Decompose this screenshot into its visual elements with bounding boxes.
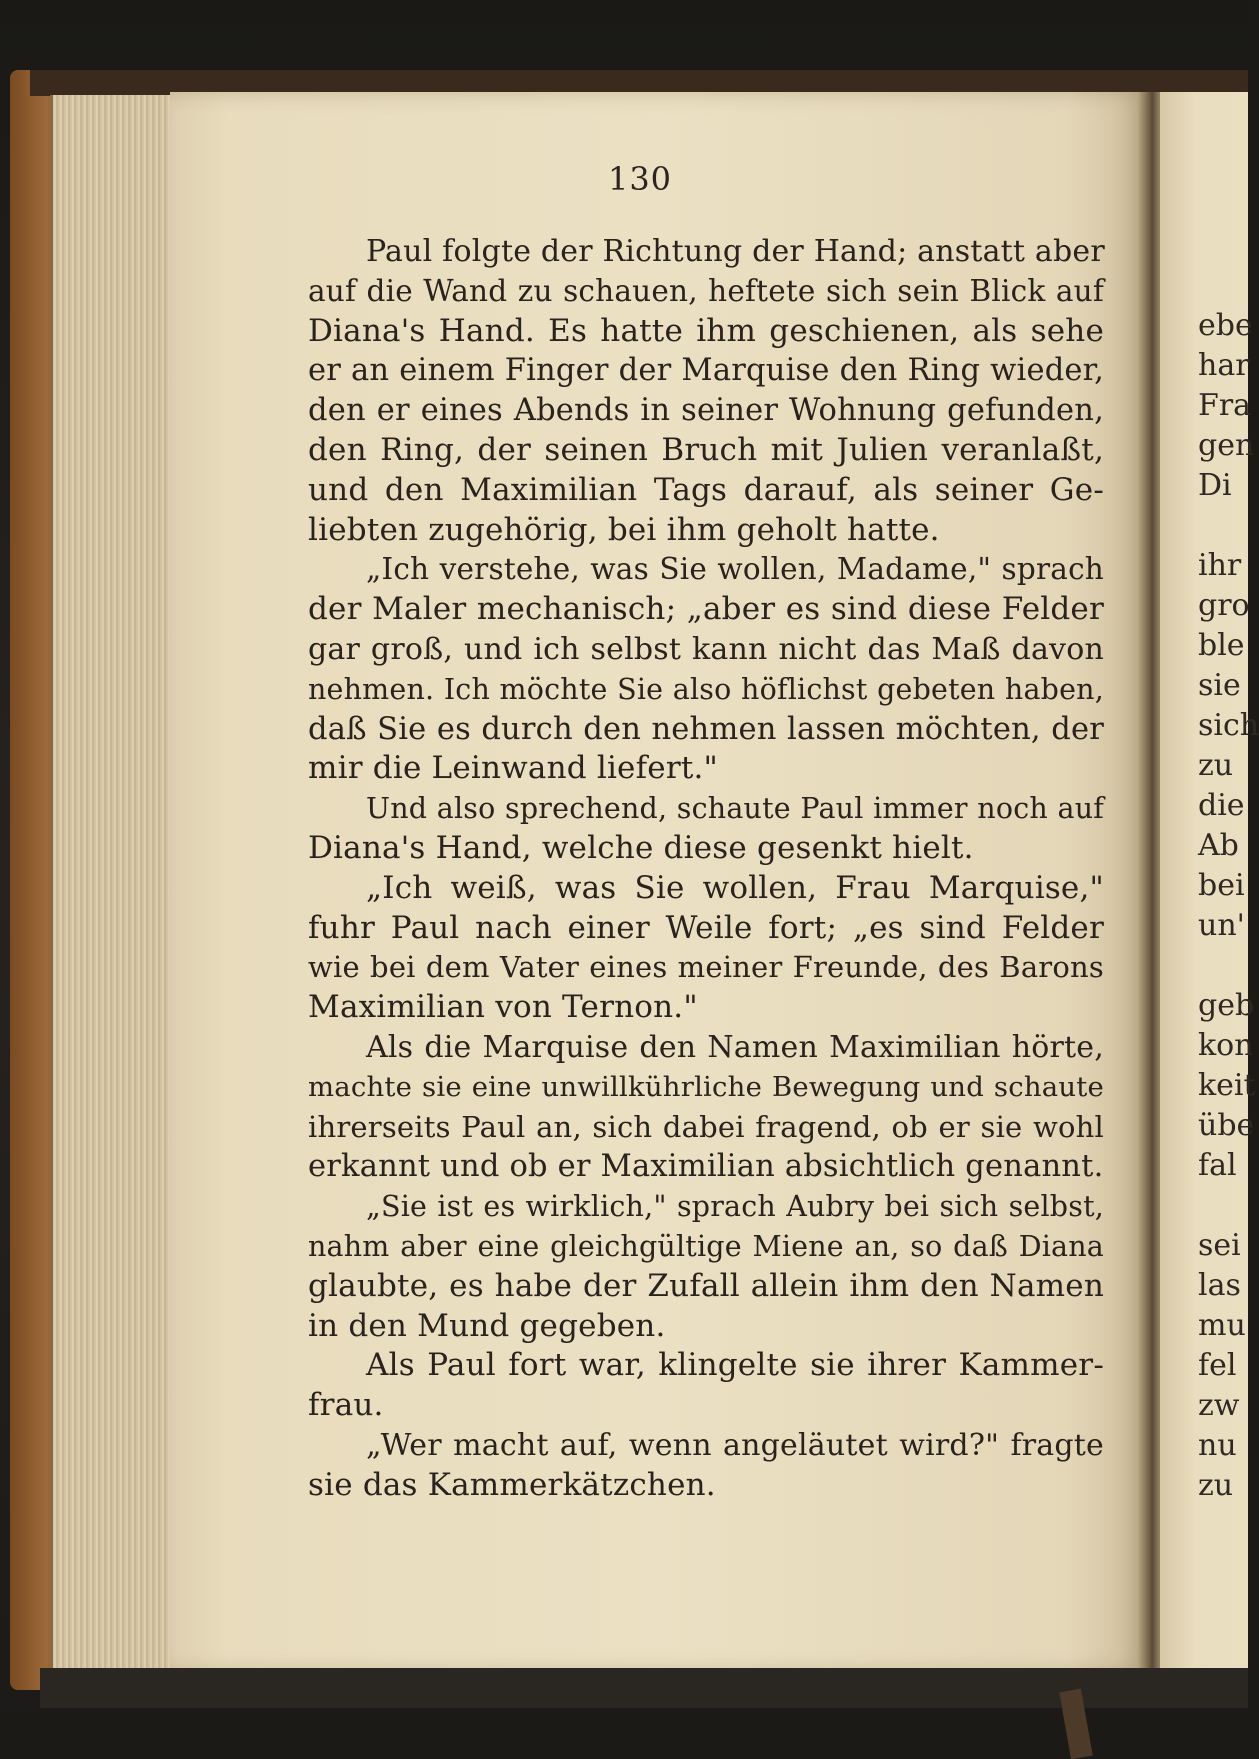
text-line: Als die Marquise den Namen Maximilian hörte, [366, 1029, 1104, 1065]
text-line: Diana's Hand, welche diese gesenkt hielt. [308, 829, 974, 866]
paragraph [308, 1426, 1104, 1506]
text-line: der Maler mechanisch; „aber es sind diese Felder [308, 591, 1104, 628]
paragraph [308, 1028, 1104, 1187]
right-page-fragment: bei [1198, 868, 1245, 903]
right-page-fragment: zw [1198, 1388, 1240, 1423]
right-page-fragment: fel [1198, 1348, 1237, 1383]
text-line: mir die Leinwand liefert." [308, 750, 719, 787]
text-line: in den Mund gegeben. [308, 1307, 666, 1344]
right-page-fragment: las [1198, 1268, 1241, 1303]
text-line: erkannt und ob er Maximilian absichtlich genannt. [308, 1149, 1104, 1185]
paragraph [308, 869, 1104, 1028]
right-page-fragment [1198, 946, 1248, 986]
right-page-fragment: übe [1198, 1108, 1255, 1143]
right-page-fragment: ble [1198, 628, 1245, 663]
right-page-fragment: ihr [1198, 548, 1242, 583]
text-line: den er eines Abends in seiner Wohnung gefunden, [308, 393, 1104, 429]
right-page-fragment: Ab [1198, 828, 1239, 863]
right-page-fragment: Fra [1198, 388, 1252, 423]
text-line: nehmen. Ich möchte Sie also höflichst gebeten haben, [308, 672, 1104, 706]
right-page-fragment: gro [1198, 588, 1250, 623]
text-line: und den Maximilian Tags darauf, als seiner Ge- [308, 471, 1104, 508]
right-page-fragment: sei [1198, 1228, 1241, 1263]
right-page-fragment [1198, 1186, 1248, 1226]
right-page-fragment: gen [1198, 428, 1255, 463]
right-page-fragment: ebe [1198, 308, 1253, 343]
right-page-fragment: geb [1198, 988, 1255, 1023]
page-body-text [308, 232, 1104, 1506]
text-line: glaubte, es habe der Zufall allein ihm den Namen [308, 1267, 1104, 1304]
text-line: Als Paul fort war, klingelte sie ihrer Kammer- [366, 1347, 1104, 1384]
right-page-fragment: die [1198, 788, 1245, 823]
text-line: nahm aber eine gleichgültige Miene an, so daß Diana [308, 1229, 1104, 1263]
text-line: „Ich weiß, was Sie wollen, Frau Marquise," [366, 869, 1104, 906]
text-line: sie das Kammerkätzchen. [308, 1466, 716, 1503]
text-line: auf die Wand zu schauen, heftete sich sein Blick auf [308, 273, 1104, 308]
text-line: gar groß, und ich selbst kann nicht das Maß davon [308, 631, 1104, 667]
text-line: Diana's Hand. Es hatte ihm geschienen, als sehe [308, 312, 1104, 349]
text-line: Und also sprechend, schaute Paul immer noch auf [366, 792, 1104, 826]
right-page-text-fragments [1198, 306, 1259, 1506]
paragraph [308, 1187, 1104, 1346]
text-line: frau. [308, 1387, 384, 1424]
paragraph [308, 550, 1104, 789]
text-line: „Ich verstehe, was Sie wollen, Madame," sprach [366, 552, 1104, 587]
right-page-fragment: keit [1198, 1068, 1256, 1103]
text-line: „Sie ist es wirklich," sprach Aubry bei sich selbst, [366, 1190, 1104, 1224]
right-page-fragment: nu [1198, 1428, 1237, 1463]
text-line: „Wer macht auf, wenn angeläutet wird?" fragte [366, 1427, 1104, 1463]
paragraph [308, 789, 1104, 869]
text-line: liebten zugehörig, bei ihm geholt hatte. [308, 511, 940, 548]
page-edges [50, 95, 178, 1670]
right-page-fragment: har [1198, 348, 1250, 383]
right-page-fragment: sie [1198, 668, 1241, 703]
text-line: daß Sie es durch den nehmen lassen möchten, der [308, 711, 1104, 747]
right-page-fragment: zu [1198, 1468, 1234, 1503]
right-page-fragment: fal [1198, 1148, 1237, 1183]
page-number: 130 [607, 160, 673, 198]
paragraph [308, 232, 1104, 550]
text-line: Maximilian von Ternon." [308, 989, 698, 1026]
right-page-fragment: mu [1198, 1308, 1246, 1343]
text-line: wie bei dem Vater eines meiner Freunde, des Barons [308, 950, 1104, 985]
text-line: machte sie eine unwillkührliche Bewegung und schaute [308, 1070, 1104, 1103]
right-page-fragment [1198, 506, 1248, 546]
text-line: den Ring, der seinen Bruch mit Julien veranlaßt, [308, 431, 1104, 468]
right-page-fragment: sich [1198, 708, 1259, 743]
text-line: fuhr Paul nach einer Weile fort; „es sind Felder [308, 909, 1104, 946]
right-page-fragment: kon [1198, 1028, 1254, 1063]
text-line: er an einem Finger der Marquise den Ring wieder, [308, 353, 1104, 389]
text-line: ihrerseits Paul an, sich dabei fragend, ob er sie wohl [308, 1109, 1104, 1144]
text-line: Paul folgte der Richtung der Hand; anstatt aber [366, 234, 1105, 269]
right-page-fragment: Di [1198, 468, 1232, 503]
right-page-fragment: un' [1198, 908, 1245, 943]
right-page-fragment: zu [1198, 748, 1234, 783]
paragraph [308, 1346, 1104, 1426]
